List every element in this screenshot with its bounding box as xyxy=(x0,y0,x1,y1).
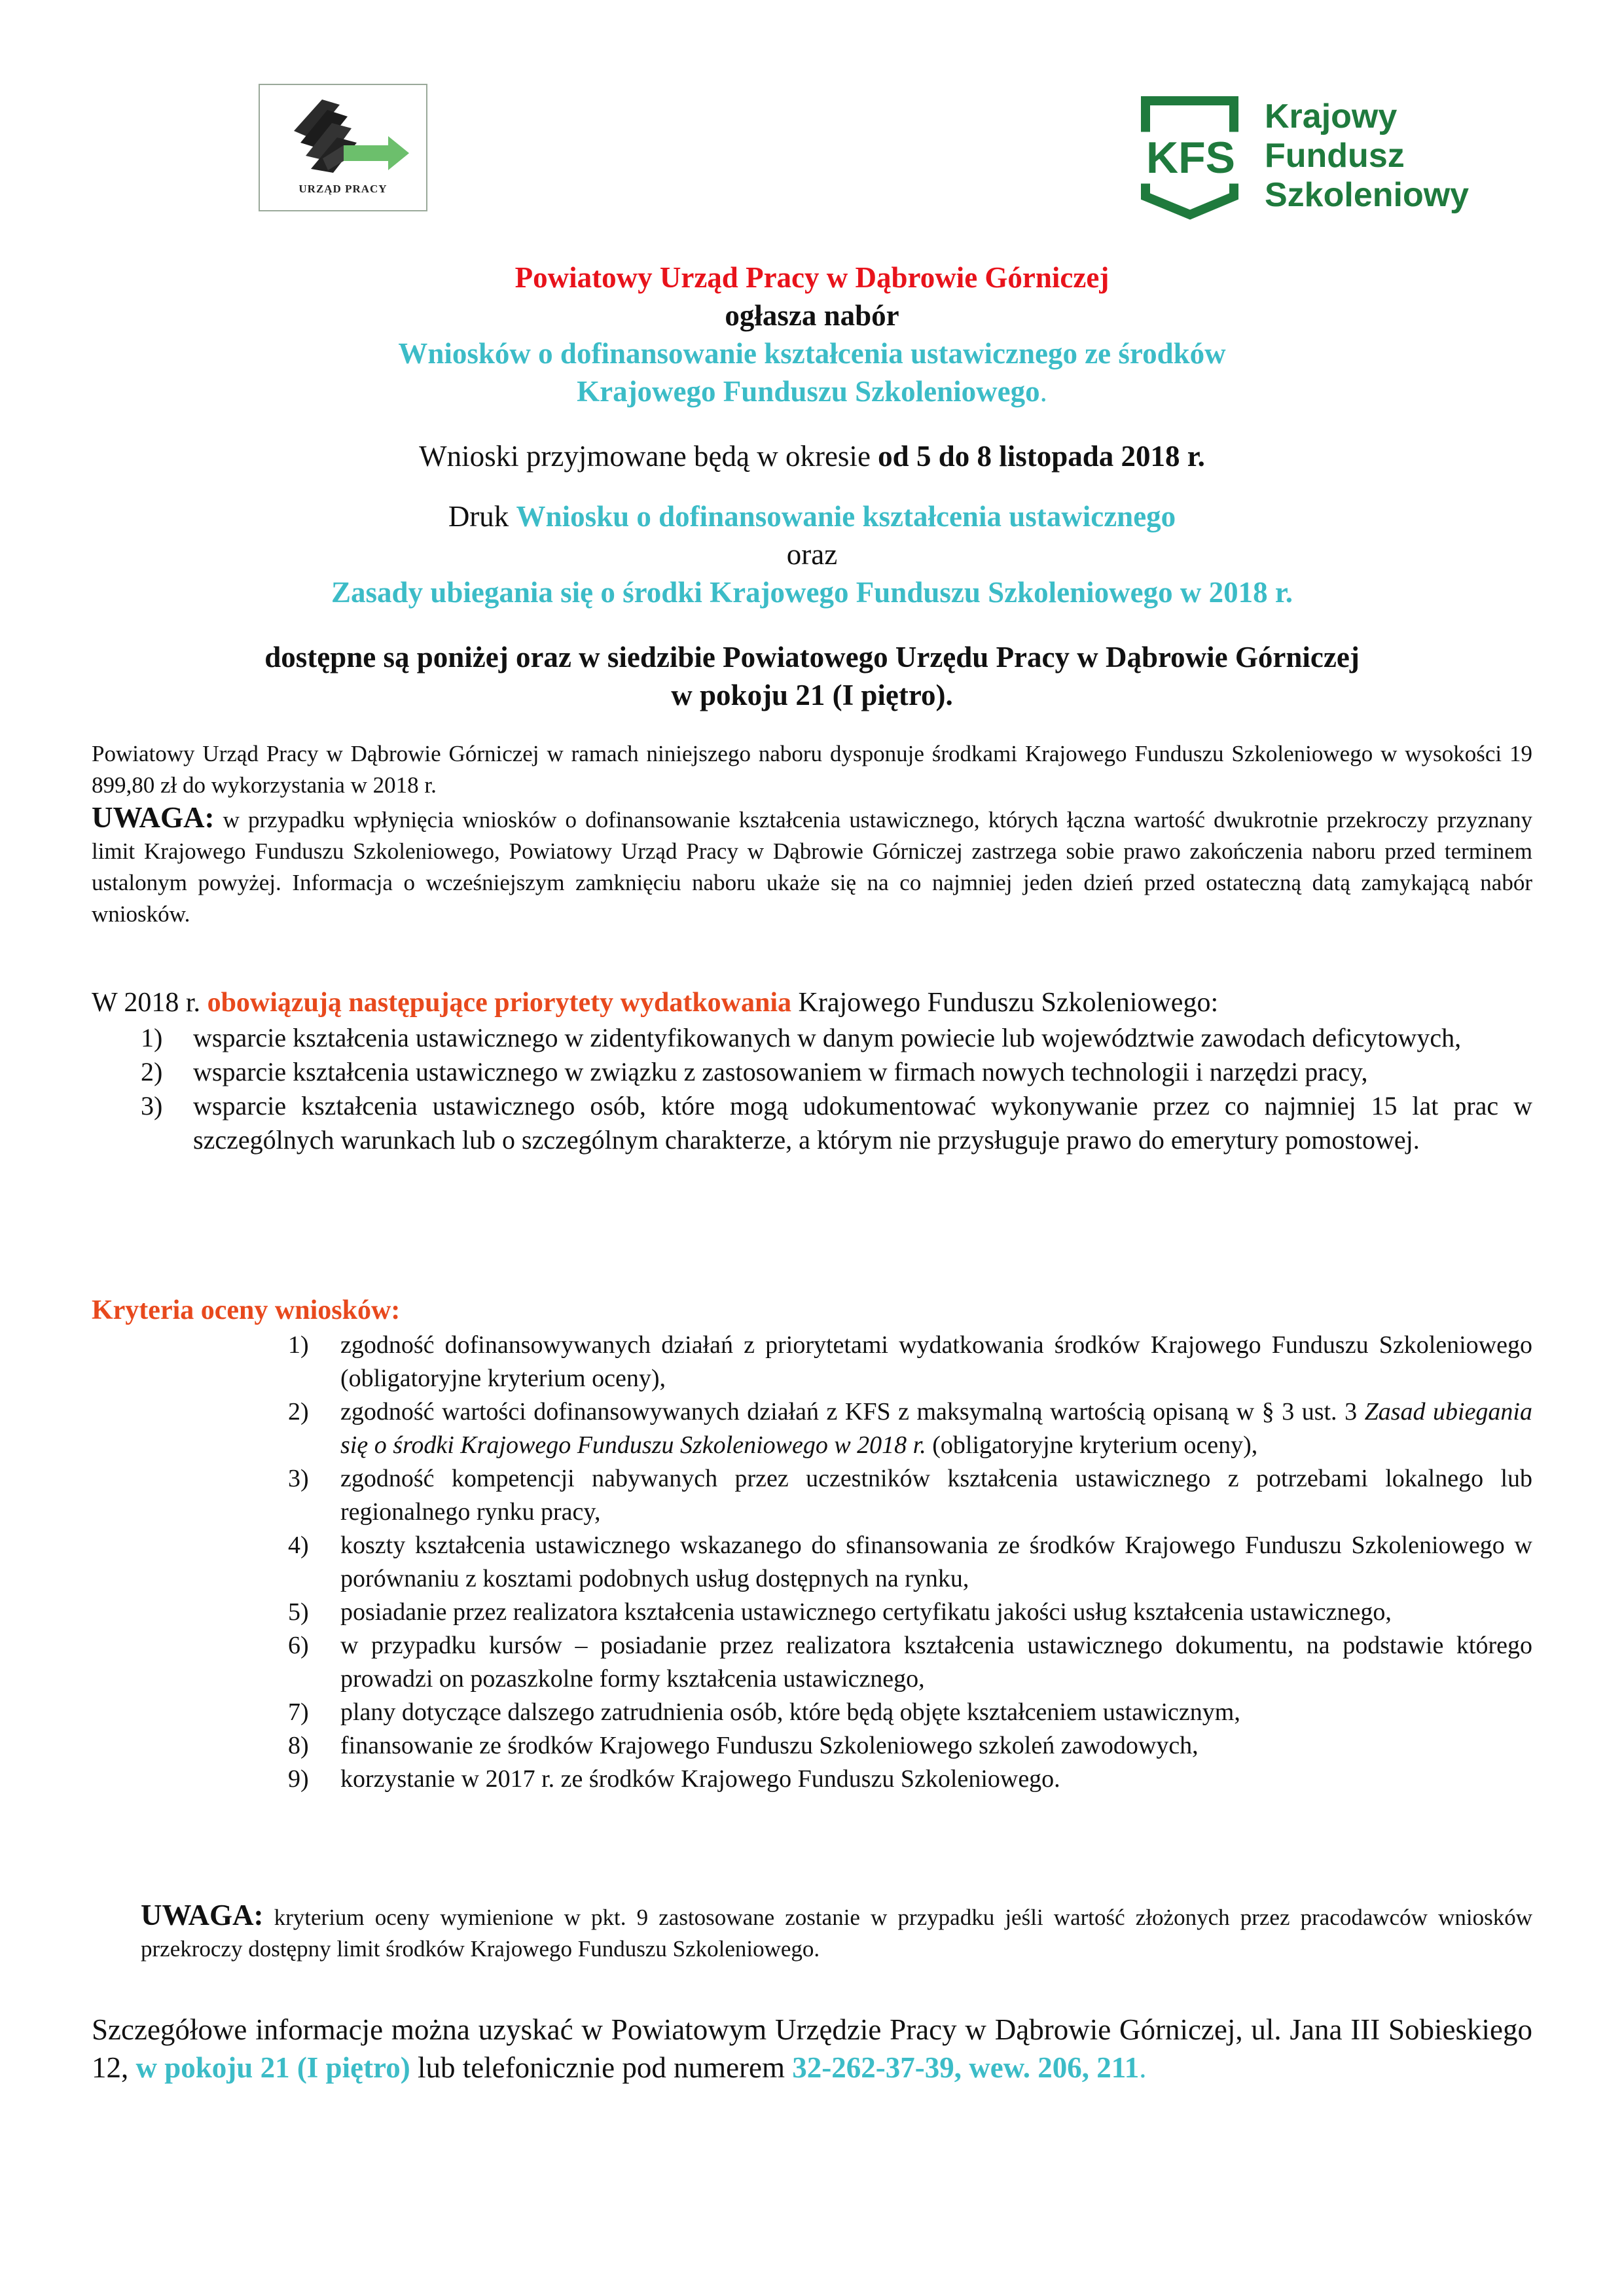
rules-link[interactable]: Zasady ubiegania się o środki Krajowego Funduszu Szkoleniowego w 2018 r. xyxy=(331,576,1293,609)
form-link[interactable]: Wniosku o dofinansowanie kształcenia ustawicznego xyxy=(516,500,1176,533)
contact-phone[interactable]: 32-262-37-39, wew. 206, 211 xyxy=(792,2051,1140,2084)
list-item-text: zgodność wartości dofinansowywanych działań z KFS z maksymalną wartością opisaną w § 3 ust. 3 xyxy=(340,1398,1365,1426)
contact-room: w pokoju 21 (I piętro) xyxy=(135,2051,410,2084)
list-item xyxy=(288,1696,1532,1729)
list-item-text: wsparcie kształcenia ustawicznego w związku z zastosowaniem w firmach nowych technologii i narzędzi pracy, xyxy=(193,1057,1368,1086)
availability-line-1: dostępne są poniżej oraz w siedzibie Powiatowego Urzędu Pracy w Dąbrowie Górniczej xyxy=(264,641,1360,673)
list-item xyxy=(288,1596,1532,1629)
list-item xyxy=(288,1395,1532,1462)
urzad-pracy-logo xyxy=(259,84,427,211)
list-item-text: wsparcie kształcenia ustawicznego osób, które mogą udokumentować wykonywanie przez co najmniej 15 lat prac w szczególnych warunkach lub o szczególnym charakterze, a którym nie przysługuje prawo do emerytury pomostowej. xyxy=(193,1091,1532,1155)
and-text: oraz xyxy=(786,538,838,571)
list-item-text: wsparcie kształcenia ustawicznego w zidentyfikowanych w danym powiecie lub województwie zawodach deficytowych, xyxy=(193,1023,1462,1052)
list-item xyxy=(288,1729,1532,1763)
kfs-word-2: Fundusz xyxy=(1265,137,1405,175)
list-item-number: 2) xyxy=(288,1398,309,1426)
list-item-number: 1) xyxy=(141,1023,163,1052)
list-item-text: zgodność dofinansowywanych działań z priorytetami wydatkowania środków Krajowego Funduszu Szkoleniowego (obligatoryjne kryterium oceny), xyxy=(340,1331,1532,1392)
list-item-number: 6) xyxy=(288,1632,309,1659)
priorities-prefix: W 2018 r. xyxy=(92,988,208,1018)
list-item-number: 5) xyxy=(288,1598,309,1626)
list-item xyxy=(288,1462,1532,1529)
availability-text xyxy=(92,638,1532,714)
kfs-wordmark xyxy=(1265,97,1469,215)
period-prefix: Wnioski przyjmowane będą w okresie xyxy=(419,440,878,473)
priorities-suffix: Krajowego Funduszu Szkoleniowego: xyxy=(791,988,1219,1018)
list-item xyxy=(141,1089,1532,1157)
list-item-number: 8) xyxy=(288,1732,309,1759)
list-item-number: 9) xyxy=(288,1765,309,1793)
announces-text: ogłasza nabór xyxy=(725,299,899,332)
notice-1-label: UWAGA: xyxy=(92,801,215,834)
office-name: Powiatowy Urząd Pracy w Dąbrowie Górniczej xyxy=(514,261,1110,294)
urzad-pracy-emblem-icon xyxy=(260,85,426,183)
list-item-text: posiadanie przez realizatora kształcenia ustawicznego certyfikatu jakości usług kształcenia ustawicznego, xyxy=(340,1598,1392,1626)
topic-line-1: Wniosków o dofinansowanie kształcenia ustawicznego ze środków xyxy=(398,337,1226,370)
application-period xyxy=(92,437,1532,475)
list-item-text: korzystanie w 2017 r. ze środków Krajowego Funduszu Szkoleniowego. xyxy=(340,1765,1060,1793)
contact-paragraph xyxy=(92,2011,1532,2087)
contact-end: . xyxy=(1139,2051,1147,2084)
list-item-number: 3) xyxy=(288,1465,309,1492)
kfs-word-3: Szkoleniowy xyxy=(1265,176,1470,214)
topic-line-2-text: Krajowego Funduszu Szkoleniowego xyxy=(577,375,1040,408)
topic-line-2-end: . xyxy=(1039,375,1047,408)
period-dates: od 5 do 8 listopada 2018 r. xyxy=(878,440,1205,473)
priorities-list xyxy=(141,1021,1532,1157)
list-item xyxy=(141,1055,1532,1089)
notice-2-text: kryterium oceny wymienione w pkt. 9 zastosowane zostanie w przypadku jeśli wartość złożonych przez pracodawców wniosków przekroczy dostępny limit środków Krajowego Funduszu Szkoleniowego. xyxy=(141,1905,1532,1962)
documents-block xyxy=(92,497,1532,611)
list-item xyxy=(288,1629,1532,1696)
kfs-word-1: Krajowy xyxy=(1265,98,1398,135)
kfs-logo xyxy=(1126,92,1492,223)
availability-line-2: w pokoju 21 (I piętro). xyxy=(671,679,953,711)
list-item-number: 7) xyxy=(288,1698,309,1726)
contact-text-1: Szczegółowe informacje można uzyskać w Powiatowym Urzędzie Pracy w Dąbrowie Górniczej, ul. Jana III Sobieskiego 12, xyxy=(92,2013,1532,2084)
list-item-number: 2) xyxy=(141,1057,163,1086)
list-item-text: w przypadku kursów – posiadanie przez realizatora kształcenia ustawicznego dokumentu, na podstawie którego prowadzi on pozaszkolne formy kształcenia ustawicznego, xyxy=(340,1632,1532,1693)
list-item-number: 4) xyxy=(288,1532,309,1559)
list-item xyxy=(141,1021,1532,1055)
notice-paragraph-2 xyxy=(141,1899,1532,1965)
list-item xyxy=(288,1763,1532,1796)
druk-label: Druk xyxy=(448,500,516,533)
announcement-heading xyxy=(92,259,1532,410)
criteria-title: Kryteria oceny wniosków: xyxy=(92,1295,401,1325)
list-item-text: zgodność kompetencji nabywanych przez uczestników kształcenia ustawicznego z potrzebami lokalnego lub regionalnego rynku pracy, xyxy=(340,1465,1532,1526)
list-item xyxy=(288,1329,1532,1395)
topic-line-2 xyxy=(92,372,1532,410)
list-item-text: finansowanie ze środków Krajowego Funduszu Szkoleniowego szkoleń zawodowych, xyxy=(340,1732,1199,1759)
list-item-text: plany dotyczące dalszego zatrudnienia osób, które będą objęte kształceniem ustawicznym, xyxy=(340,1698,1240,1726)
priorities-highlight: obowiązują następujące priorytety wydatkowania xyxy=(207,988,792,1018)
priorities-intro xyxy=(92,985,1532,1020)
funds-paragraph: Powiatowy Urząd Pracy w Dąbrowie Górniczej w ramach niniejszego naboru dysponuje środkami Krajowego Funduszu Szkoleniowego w wysokości 19 899,80 zł do wykorzystania w 2018 r. xyxy=(92,741,1532,798)
notice-1-text: w przypadku wpłynięcia wniosków o dofinansowanie kształcenia ustawicznego, których łączna wartość dwukrotnie przekroczy przyznany limit Krajowego Funduszu Szkoleniowego, Powiatowy Urząd Pracy w Dąbrowie Górniczej zastrzega sobie prawo zakończenia naboru przed terminem ustalonym powyżej. Informacja o wcześniejszym zamknięciu naboru ukaże się na co najmniej jeden dzień przed ostateczną datą zamykającą nabór wniosków. xyxy=(92,807,1532,927)
notice-2-label: UWAGA: xyxy=(141,1899,264,1931)
list-item xyxy=(288,1529,1532,1596)
notice-paragraph-1 xyxy=(92,802,1532,930)
contact-text-2: lub telefonicznie pod numerem xyxy=(410,2051,793,2084)
list-item-number: 1) xyxy=(288,1331,309,1359)
criteria-list xyxy=(288,1329,1532,1796)
form-line xyxy=(92,497,1532,535)
kfs-shield-icon xyxy=(1126,92,1257,223)
list-item-text: koszty kształcenia ustawicznego wskazanego do sfinansowania ze środków Krajowego Funduszu Szkoleniowego w porównaniu z kosztami podobnych usług dostępnych na rynku, xyxy=(340,1532,1532,1592)
rules-title-italic: Zasad ubiegania się o środki Krajowego Funduszu Szkoleniowego w 2018 r. xyxy=(340,1398,1532,1459)
list-item-number: 3) xyxy=(141,1091,163,1121)
list-item-text-end: (obligatoryjne kryterium oceny), xyxy=(926,1431,1258,1459)
kfs-abbrev: KFS xyxy=(1146,133,1235,183)
urzad-pracy-caption: URZĄD PRACY xyxy=(298,183,388,195)
